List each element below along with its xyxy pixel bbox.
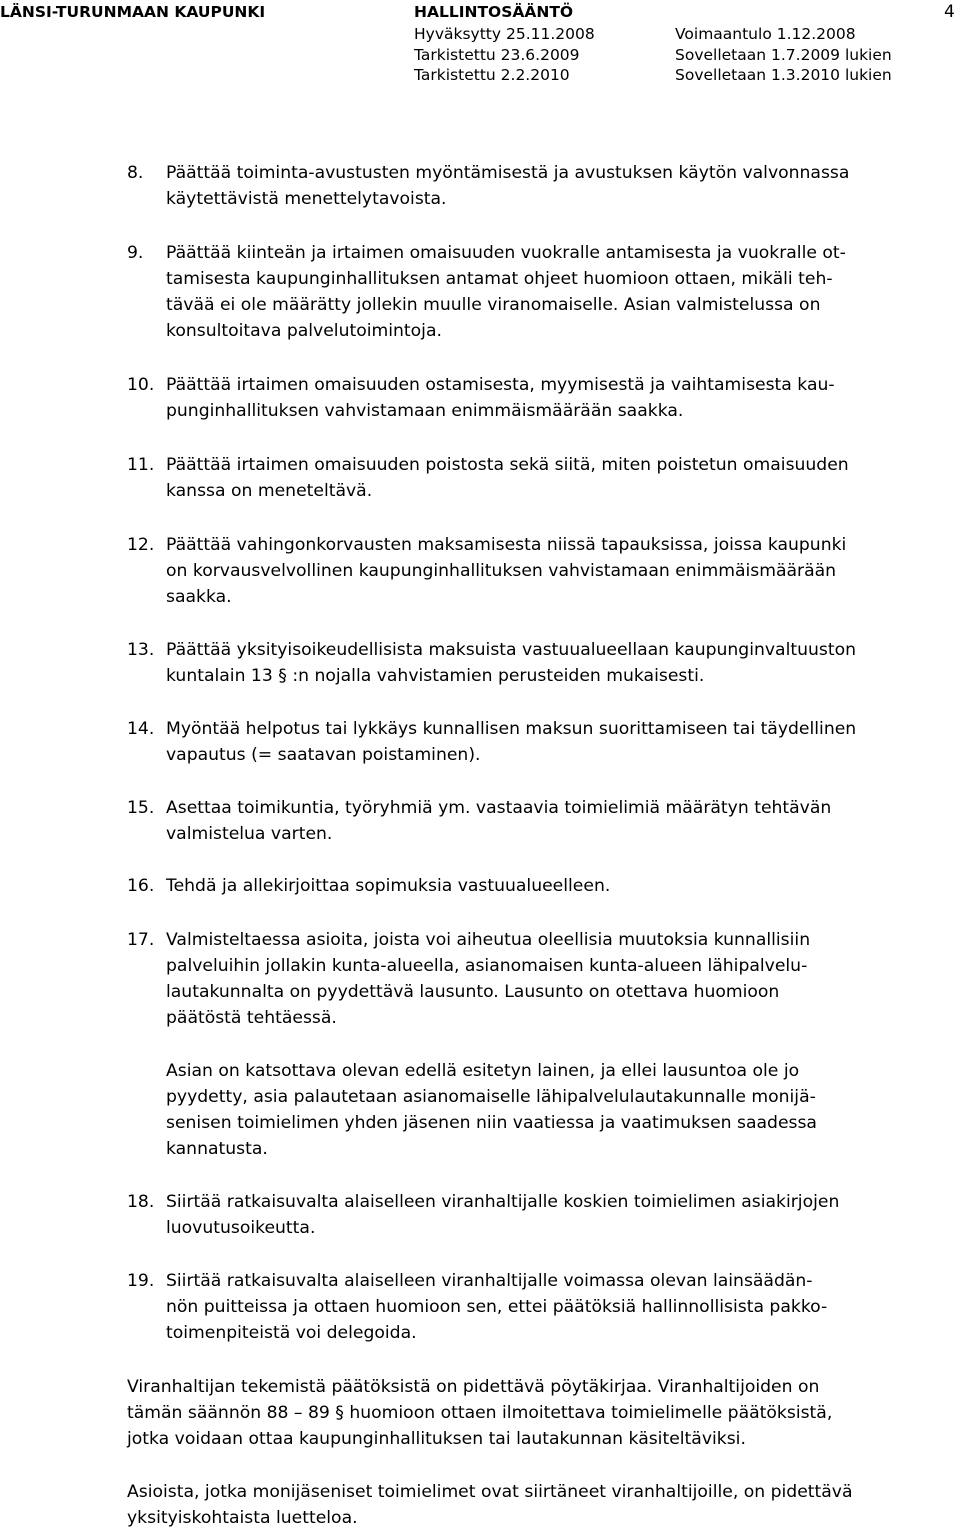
header-revised-2: Tarkistettu 2.2.2010 [414,66,570,84]
item-text-line: kanssa on meneteltävä. [166,481,373,501]
item-text-line: nön puitteissa ja ottaen huomioon sen, ettei päätöksiä hallinnollisista pakko- [166,1297,828,1317]
item-text-line: konsultoitava palvelutoimintoja. [166,321,442,341]
item-number: 14. [127,719,155,739]
item-number: 12. [127,535,155,555]
item-text-line: Siirtää ratkaisuvalta alaiselleen viranhaltijalle voimassa olevan lainsäädän- [166,1271,813,1291]
item-number: 18. [127,1192,155,1212]
item-text-line: kuntalain 13 § :n nojalla vahvistamien perusteiden mukaisesti. [166,666,705,686]
item-text-line: vapautus (= saatavan poistaminen). [166,745,481,765]
item-text-line: on korvausvelvollinen kaupunginhallituksen vahvistamaan enimmäismäärään [166,561,837,581]
item-text-line: senisen toimielimen yhden jäsenen niin vaatiessa ja vaatimuksen saadessa [166,1113,817,1133]
page-number: 4 [944,2,955,22]
item-text-line: Päättää irtaimen omaisuuden poistosta sekä siitä, miten poistetun omaisuuden [166,455,849,475]
item-text-line: Asian on katsottava olevan edellä esitetyn lainen, ja ellei lausuntoa ole jo [166,1061,800,1081]
item-text-line: saakka. [166,587,232,607]
item-text-line: toimenpiteistä voi delegoida. [166,1323,417,1343]
item-text-line: Tehdä ja allekirjoittaa sopimuksia vastuualueelleen. [166,876,611,896]
item-number: 10. [127,375,155,395]
paragraph-line: Asioista, jotka monijäseniset toimielimet ovat siirtäneet viranhaltijoille, on pidettävä [127,1482,853,1502]
header-applied-1: Sovelletaan 1.7.2009 lukien [675,46,892,64]
item-number: 17. [127,930,155,950]
item-text-line: Päättää irtaimen omaisuuden ostamisesta, myymisestä ja vaihtamisesta kau- [166,375,835,395]
item-text-line: palveluihin jollakin kunta-alueella, asianomaisen kunta-alueen lähipalvelu- [166,956,808,976]
document-title: HALLINTOSÄÄNTÖ [414,3,574,21]
item-text-line: Myöntää helpotus tai lykkäys kunnallisen maksun suorittamiseen tai täydellinen [166,719,857,739]
item-text-line: tävää ei ole määrätty jollekin muulle viranomaiselle. Asian valmistelussa on [166,295,821,315]
item-number: 9. [127,243,144,263]
item-text-line: lautakunnalta on pyydettävä lausunto. Lausunto on otettava huomioon [166,982,780,1002]
header-approved: Hyväksytty 25.11.2008 [414,25,595,43]
item-text-line: päätöstä tehtäessä. [166,1008,337,1028]
item-number: 13. [127,640,155,660]
header-applied-2: Sovelletaan 1.3.2010 lukien [675,66,892,84]
item-number: 16. [127,876,155,896]
header-revised-1: Tarkistettu 23.6.2009 [414,46,580,64]
item-text-line: Asettaa toimikuntia, työryhmiä ym. vastaavia toimielimiä määrätyn tehtävän [166,798,832,818]
item-text-line: punginhallituksen vahvistamaan enimmäismäärään saakka. [166,401,684,421]
item-text-line: valmistelua varten. [166,824,333,844]
paragraph-line: tämän säännön 88 – 89 § huomioon ottaen ilmoitettava toimielimelle päätöksistä, [127,1403,833,1423]
item-text-line: Siirtää ratkaisuvalta alaiselleen viranhaltijalle koskien toimielimen asiakirjojen [166,1192,840,1212]
item-number: 15. [127,798,155,818]
paragraph-line: yksityiskohtaista luetteloa. [127,1508,358,1528]
item-text-line: Päättää toiminta-avustusten myöntämisestä ja avustuksen käytön valvonnassa [166,163,850,183]
item-text-line: luovutusoikeutta. [166,1218,316,1238]
item-number: 19. [127,1271,155,1291]
paragraph-line: jotka voidaan ottaa kaupunginhallituksen tai lautakunnan käsiteltäviksi. [127,1429,746,1449]
item-text-line: pyydetty, asia palautetaan asianomaiselle lähipalvelulautakunnalle monijä- [166,1087,816,1107]
header-effective: Voimaantulo 1.12.2008 [675,25,856,43]
paragraph-line: Viranhaltijan tekemistä päätöksistä on pidettävä pöytäkirjaa. Viranhaltijoiden on [127,1377,820,1397]
item-number: 11. [127,455,155,475]
item-text-line: Päättää yksityisoikeudellisista maksuista vastuualueellaan kaupunginvaltuuston [166,640,856,660]
item-text-line: tamisesta kaupunginhallituksen antamat ohjeet huomioon ottaen, mikäli teh- [166,269,833,289]
item-text-line: Päättää kiinteän ja irtaimen omaisuuden vuokralle antamisesta ja vuokralle ot- [166,243,846,263]
item-text-line: kannatusta. [166,1139,268,1159]
item-text-line: Päättää vahingonkorvausten maksamisesta niissä tapauksissa, joissa kaupunki [166,535,847,555]
item-text-line: Valmisteltaessa asioita, joista voi aiheutua oleellisia muutoksia kunnallisiin [166,930,811,950]
organization-name: LÄNSI-TURUNMAAN KAUPUNKI [0,3,266,21]
item-number: 8. [127,163,144,183]
item-text-line: käytettävistä menettelytavoista. [166,189,447,209]
